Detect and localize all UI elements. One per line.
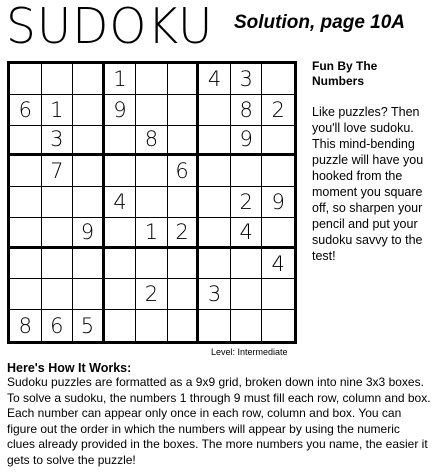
sudoku-cell[interactable]: 4 <box>262 249 294 280</box>
sudoku-cell[interactable]: 6 <box>42 310 74 341</box>
sudoku-cell[interactable] <box>10 279 42 310</box>
sudoku-cell[interactable] <box>262 156 294 187</box>
sudoku-cell[interactable] <box>105 279 137 310</box>
sudoku-cell[interactable] <box>73 249 105 280</box>
sudoku-cell[interactable] <box>262 310 294 341</box>
sudoku-cell[interactable] <box>136 310 168 341</box>
sudoku-cell[interactable] <box>10 126 42 157</box>
sudoku-cell[interactable]: 4 <box>105 187 137 218</box>
sudoku-cell[interactable]: 8 <box>231 95 263 126</box>
sudoku-cell[interactable] <box>105 249 137 280</box>
sudoku-cell[interactable] <box>105 126 137 157</box>
instructions-body: Sudoku puzzles are formatted as a 9x9 grid, broken down into nine 3x3 boxes. To solve a sudoku, the numbers 1 through 9 must fill each row, column and box. Each number can appear only once in each row, column and box. You can figure out the order in which the numbers will appear by using the numeric clues already provided in the boxes. The more numbers you name, the easier it gets to solve the puzzle! <box>7 375 431 467</box>
sudoku-cell[interactable]: 2 <box>168 218 200 249</box>
sudoku-cell[interactable] <box>199 95 231 126</box>
sudoku-cell[interactable]: 2 <box>262 95 294 126</box>
sudoku-cell[interactable] <box>73 95 105 126</box>
sudoku-cell[interactable]: 1 <box>42 95 74 126</box>
sudoku-cell[interactable] <box>168 95 200 126</box>
sudoku-cell[interactable] <box>231 310 263 341</box>
difficulty-level: Level: Intermediate <box>211 347 288 357</box>
sudoku-cell[interactable] <box>136 95 168 126</box>
sudoku-cell[interactable]: 8 <box>10 310 42 341</box>
page-title: SUDOKU <box>6 0 214 56</box>
sidebar-heading: Fun By The Numbers <box>312 59 378 88</box>
sudoku-cell[interactable]: 9 <box>73 218 105 249</box>
sudoku-cell[interactable]: 9 <box>231 126 263 157</box>
sudoku-cell[interactable] <box>136 187 168 218</box>
sudoku-cell[interactable]: 8 <box>136 126 168 157</box>
sudoku-cell[interactable]: 9 <box>105 95 137 126</box>
sudoku-cell[interactable] <box>10 156 42 187</box>
sudoku-cell[interactable] <box>42 279 74 310</box>
sudoku-cell[interactable] <box>42 64 74 95</box>
sudoku-cell[interactable] <box>262 279 294 310</box>
sudoku-cell[interactable] <box>73 64 105 95</box>
sudoku-cell[interactable] <box>168 279 200 310</box>
sudoku-cell[interactable] <box>168 187 200 218</box>
sudoku-cell[interactable]: 6 <box>10 95 42 126</box>
sudoku-cell[interactable]: 3 <box>42 126 74 157</box>
sudoku-cell[interactable] <box>136 156 168 187</box>
sudoku-cell[interactable] <box>10 249 42 280</box>
sudoku-cell[interactable] <box>73 156 105 187</box>
sudoku-cell[interactable] <box>199 310 231 341</box>
sudoku-cell[interactable] <box>105 218 137 249</box>
sudoku-cell[interactable] <box>10 218 42 249</box>
sudoku-cell[interactable] <box>199 156 231 187</box>
sudoku-cell[interactable] <box>168 64 200 95</box>
sudoku-cell[interactable] <box>73 126 105 157</box>
sidebar-body: Like puzzles? Then you'll love sudoku. This mind-bending puzzle will have you hooked from the moment you square off, so sharpen your pencil and put your sudoku savvy to the test! <box>312 105 424 263</box>
sudoku-cell[interactable] <box>105 156 137 187</box>
sudoku-cell[interactable] <box>10 187 42 218</box>
sudoku-cell[interactable]: 3 <box>199 279 231 310</box>
sudoku-cell[interactable] <box>42 187 74 218</box>
sudoku-cell[interactable]: 4 <box>199 64 231 95</box>
sudoku-cell[interactable] <box>168 126 200 157</box>
sudoku-cell[interactable] <box>42 249 74 280</box>
sudoku-cell[interactable] <box>105 310 137 341</box>
sudoku-cell[interactable]: 3 <box>231 64 263 95</box>
sudoku-cell[interactable]: 7 <box>42 156 74 187</box>
sudoku-cell[interactable] <box>199 218 231 249</box>
sudoku-cell[interactable]: 6 <box>168 156 200 187</box>
sudoku-cell[interactable] <box>73 279 105 310</box>
sudoku-cell[interactable]: 2 <box>231 187 263 218</box>
sudoku-cell[interactable] <box>136 249 168 280</box>
sudoku-cell[interactable] <box>199 249 231 280</box>
sudoku-grid <box>7 61 297 344</box>
sidebar <box>312 59 430 264</box>
sudoku-cell[interactable] <box>231 279 263 310</box>
sudoku-cell[interactable]: 4 <box>231 218 263 249</box>
sudoku-cell[interactable] <box>262 64 294 95</box>
sudoku-cell[interactable]: 1 <box>105 64 137 95</box>
sudoku-cell[interactable] <box>231 249 263 280</box>
instructions-heading: Here's How It Works: <box>7 361 132 375</box>
sudoku-cell[interactable] <box>199 126 231 157</box>
sudoku-cell[interactable] <box>231 156 263 187</box>
sudoku-cell[interactable] <box>136 64 168 95</box>
sudoku-cell[interactable]: 2 <box>136 279 168 310</box>
sudoku-cell[interactable] <box>199 187 231 218</box>
sudoku-cell[interactable]: 9 <box>262 187 294 218</box>
solution-reference: Solution, page 10A <box>234 12 406 33</box>
sudoku-cell[interactable] <box>262 218 294 249</box>
sudoku-cell[interactable] <box>262 126 294 157</box>
sudoku-cell[interactable] <box>168 310 200 341</box>
sudoku-cell[interactable] <box>73 187 105 218</box>
sudoku-cell[interactable]: 1 <box>136 218 168 249</box>
sudoku-cell[interactable] <box>42 218 74 249</box>
sudoku-cell[interactable] <box>10 64 42 95</box>
sudoku-cell[interactable] <box>168 249 200 280</box>
sudoku-cell[interactable]: 5 <box>73 310 105 341</box>
